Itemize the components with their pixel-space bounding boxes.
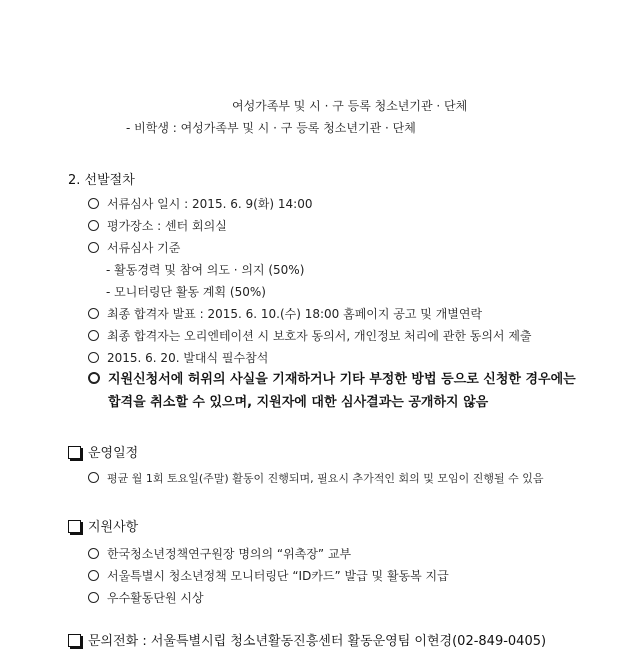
- circle-bullet-icon: [88, 472, 99, 483]
- criteria-item: - 모니터링단 활동 계획 (50%): [106, 285, 266, 299]
- list-item: 평가장소 : 센터 회의실: [88, 218, 227, 234]
- criteria-item: - 활동경력 및 참여 의도 · 의지 (50%): [106, 263, 305, 277]
- circle-bullet-icon: [88, 592, 99, 603]
- section-heading-selection: 2. 선발절차: [68, 173, 135, 188]
- circle-bullet-icon: [88, 242, 99, 253]
- section-heading-schedule: 운영일정: [68, 446, 138, 462]
- list-item: 우수활동단원 시상: [88, 590, 204, 606]
- circle-bullet-icon: [88, 330, 99, 341]
- circle-bullet-icon: [88, 570, 99, 581]
- warning-item-continued: 합격을 취소할 수 있으며, 지원자에 대한 심사결과는 공개하지 않음: [108, 395, 489, 410]
- list-item: 한국청소년정책연구원장 명의의 “위촉장” 교부: [88, 546, 351, 562]
- circle-bullet-icon: [88, 198, 99, 209]
- circle-bullet-icon: [88, 548, 99, 559]
- list-item: 서류심사 일시 : 2015. 6. 9(화) 14:00: [88, 196, 312, 212]
- circle-bullet-icon: [88, 352, 99, 363]
- circle-bullet-icon: [88, 372, 100, 384]
- checkbox-icon: [68, 520, 81, 533]
- checkbox-icon: [68, 446, 81, 459]
- list-item: 서류심사 기준: [88, 240, 180, 256]
- contact-line: 문의전화 : 서울특별시립 청소년활동진흥센터 활동운영팀 이현경(02-849-0405): [68, 634, 546, 650]
- circle-bullet-icon: [88, 308, 99, 319]
- list-item: 최종 합격자는 오리엔테이션 시 보호자 동의서, 개인정보 처리에 관한 동의서 제출: [88, 328, 532, 344]
- list-item: 평균 월 1회 토요일(주말) 활동이 진행되며, 필요시 추가적인 회의 및 모임이 진행될 수 있음: [88, 471, 543, 487]
- eligibility-line: 여성가족부 및 시 · 구 등록 청소년기관 · 단체: [232, 99, 468, 113]
- warning-item: 지원신청서에 허위의 사실을 기재하거나 기타 부정한 방법 등으로 신청한 경우에는: [88, 372, 576, 388]
- section-heading-support: 지원사항: [68, 520, 138, 536]
- checkbox-icon: [68, 634, 81, 647]
- list-item: 2015. 6. 20. 발대식 필수참석: [88, 350, 268, 366]
- list-item: 최종 합격자 발표 : 2015. 6. 10.(수) 18:00 홈페이지 공고 및 개별연락: [88, 306, 482, 322]
- list-item: 서울특별시 청소년정책 모니터링단 “ID카드” 발급 및 활동복 지급: [88, 568, 449, 584]
- circle-bullet-icon: [88, 220, 99, 231]
- eligibility-nonstudent-line: - 비학생 : 여성가족부 및 시 · 구 등록 청소년기관 · 단체: [126, 121, 416, 135]
